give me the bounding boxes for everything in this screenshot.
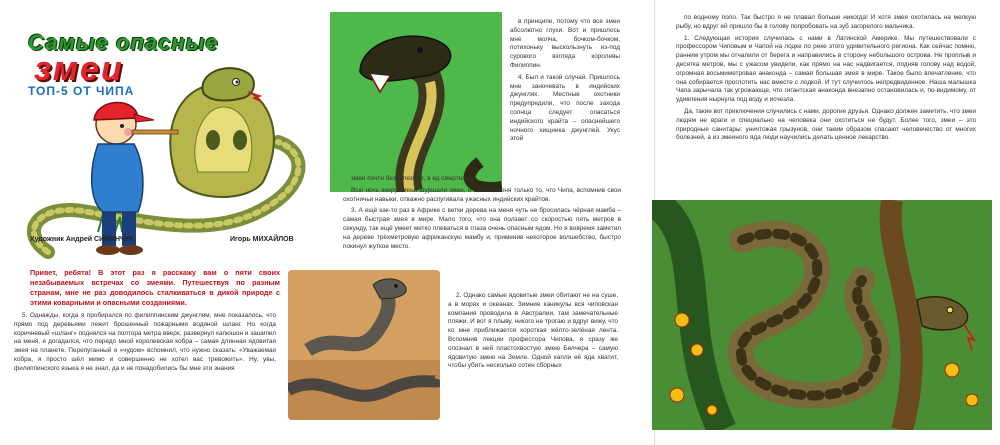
- paragraph: 1. Следующая история случилась с нами в Латинской Америке. Мы путешествовали с профессором Чиповым и Чапой на лодке по реке этого удивительного региона. Как сейчас помню, ранним утром мы отчалили от берега и направились в сторону небольшого острова. Не проплыв и десятка метров, мы с ужасом увидели, как прямо на нас надвигается, подняв голову над водой, огромная восьмиметровая анаконда – самая большая змея в мире. Такое было впечатление, что она собирается проглотить нас вместе с лодкой. И тут случилось непредвиденное. Наша малышка Чапа зарычала так угрожающе, что гигантская анаконда внезапно остановилась и, по-видимому, от удивления нырнула под воду и исчезла.: [676, 34, 976, 104]
- intro-paragraph: Привет, ребята! В этот раз я расскажу вам о пяти своих незабываемых встречах со змеями. Путешествуя по разным странам, мне не раз доводилось сталкиваться в дикой природе с этими коварными и опасными созданиями.: [30, 268, 280, 307]
- paragraph: 5. Однажды, когда я пробирался по филиппинским джунглям, мне показалось, что прямо под деревьями лежит брошенный пожарными водяной шланг. Но когда коричневый «шланг» поднялся на полтора метра вверх, развернул капюшон и зашипел на меня, я догадался, что передо мной королевская кобра – самая длинная ядовитая змея на планете. Перепуганный я «чудом» вспомнил, что нужно сказать: «Уважаемая кобра, я просто шёл мимо и совершенно не хотел вас тревожить». Ну, увы, филиппинского языка я не знал, да и не понадобились бы мне эти знания: [14, 312, 276, 372]
- author-credit: Игорь МИХАЙЛОВ: [230, 236, 294, 243]
- paragraph: 2. Однако самые ядовитые змеи обитают не на суше, а в морях и океанах. Зимние каникулы вся чиповская компания проводила в Австралии, там замечательные пляжи. И вот я плыву, никого не трогаю и вдруг вижу, что ко мне приближается короткая жёлто-зелёная лента. Вспомнив лекции профессора Чипова, я сразу же опознал в ней пластохвостую змею Белчера – самую ядовитую змею на Земле. Одной капли её яда хватит, чтобы убить несколько сотен сборных: [448, 292, 618, 370]
- paragraph: 4. Был и такой случай. Пришлось мне заночевать в индийских джунглях. Местные охотники предупредили, что после захода солнца следует опасаться индийского крайта – опаснейшего ночного хищника джунглей. Укус этой: [510, 73, 620, 143]
- paragraph: в принципе, потому что все змеи абсолютно глухи. Вот и пришлось мне молча, бочком-бочком, потихоньку выскользнуть из-под сурового взгляда королевы Филиппин.: [510, 18, 620, 69]
- king-cobra-photo: [330, 12, 502, 192]
- left-column-text: [14, 312, 276, 377]
- subtitle: ТОП-5 ОТ ЧИПА: [28, 84, 135, 98]
- paragraph: Да, такие вот приключения случились с нами, дорогие друзья. Однако должен заметить, что змеи людям не враги и специально на человека они охотиться не будут. Более того, змеи – это природные санитары: уничтожая грызунов, они таким образом спасают человечество от многих болезней, а из змеиного яда люди научились делать ценное лекарство.: [676, 107, 976, 142]
- black-mamba-photo: [288, 270, 440, 420]
- paragraph: 3. А ещё как-то раз в Африке с ветки дерева на меня чуть не бросилась чёрная мамба – самая быстрая змея в мире. Мало того, что она ползает со скоростью пять метров в секунду, так ещё умеет метко плеваться в глаза очень опасным ядом. Но я вовремя заметил на дереве трёхметровую африканскую мамбу и, применив некоторое волшебство, быстро покинул жуткое место.: [343, 207, 621, 250]
- artist-credit: Художник Андрей СИМАНЧУК: [30, 236, 134, 243]
- paragraph: змеи почти безболезнен, а яд смертелен.: [351, 175, 475, 182]
- middle-main-text: [343, 175, 621, 254]
- middle-top-text: [510, 18, 620, 147]
- title-line-2: змеи: [34, 50, 124, 88]
- middle-lower-text: [448, 292, 618, 374]
- paragraph: Всю ночь вокруг меня шуршали змеи, и спасло меня только то, что Чипа, вспомнив свои охотничьи навыки, отважно распугивала ужасных индийских крайтов.: [343, 186, 621, 203]
- paragraph: по водному поло. Так быстро я не плавал больше никогда! И хотя змея охотилась на мелкую рыбу, но вдруг ей пришло бы в голову попробовать на зуб загорелого мальчика.: [676, 14, 976, 30]
- right-column-text: [676, 14, 976, 146]
- anaconda-illustration: [652, 200, 992, 430]
- title-line-1: Самые опасные: [28, 30, 219, 55]
